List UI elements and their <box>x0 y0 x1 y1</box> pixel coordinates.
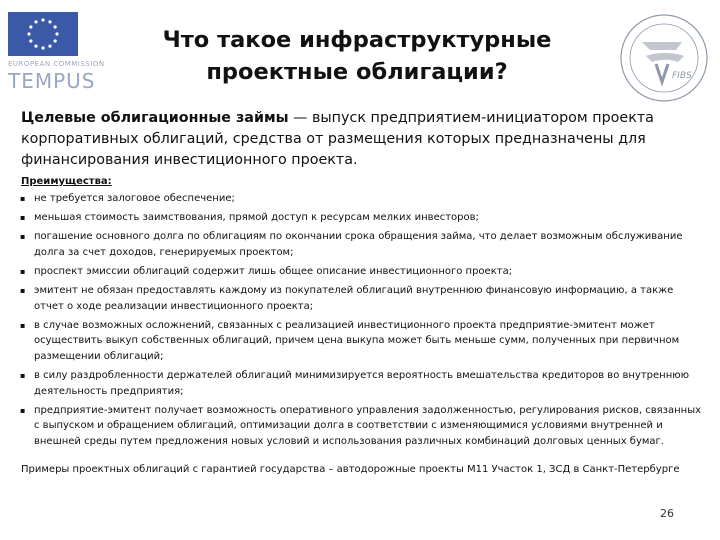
advantage-item: ▪ эмитент не обязан предоставлять каждому из покупателей облигаций внутреннюю финансовую информацию, а также отчет о ходе реализации инвестиционного проекта; <box>19 283 704 314</box>
advantage-item: ▪ проспект эмиссии облигаций содержит лишь общее описание инвестиционного проекта; <box>19 264 704 280</box>
eu-star-icon <box>34 20 37 23</box>
eu-star-icon <box>48 20 51 23</box>
advantage-item: ▪ меньшая стоимость заимствования, прямой доступ к ресурсам мелких инвесторов; <box>19 210 704 226</box>
advantage-item: ▪ погашение основного долга по облигациям по окончании срока обращения займа, что делает возможным обслуживание долга за счет доходов, генерируемых проектом; <box>19 229 704 260</box>
eu-star-icon <box>54 39 57 42</box>
lead-paragraph <box>21 108 700 171</box>
eu-star-icon <box>34 45 37 48</box>
tempus-logo <box>8 12 105 107</box>
eu-star-icon <box>48 45 51 48</box>
eu-star-icon <box>41 18 44 21</box>
lead-term: Целевые облигационные займы <box>21 110 289 126</box>
advantages-heading: Преимущества: <box>21 176 112 187</box>
tempus-wordmark: TEMPUS <box>8 69 96 93</box>
advantages-list <box>19 191 704 453</box>
page-title: Что такое инфраструктурные проектные облигации? <box>162 27 552 85</box>
eu-star-icon <box>29 25 32 28</box>
university-seal-logo <box>616 12 712 104</box>
tempus-caption: EUROPEAN COMMISSION <box>8 60 105 68</box>
eu-star-icon <box>27 32 30 35</box>
page-number: 26 <box>660 507 674 520</box>
eu-flag-icon <box>8 12 78 56</box>
seal-icon <box>616 12 712 104</box>
advantage-item: ▪ в силу раздробленности держателей облигаций минимизируется вероятность вмешательства кредиторов во внутреннюю деятельность предприятия; <box>19 368 704 399</box>
lead-definition: — выпуск предприятием-инициатором проекта корпоративных облигаций, средства от размещения которых предназначены для финансирования инвестиционного проекта. <box>21 110 654 168</box>
advantage-item: ▪ в случае возможных осложнений, связанных с реализацией инвестиционного проекта предприятие-эмитент может осуществить выкуп собственных облигаций, причем цена выкупа может быть меньше сумм, полученных при первичном размещении облигаций; <box>19 318 704 365</box>
eu-star-icon <box>54 25 57 28</box>
eu-star-icon <box>41 46 44 49</box>
advantage-item: ▪ предприятие-эмитент получает возможность оперативного управления задолженностью, регулирования рисков, связанных с выпуском и обращением облигаций, оптимизации долга в соответствии с изменяющимися условиями внутренней и внешней среды путем предложения новых условий и использования различных комбинаций долговых ценных бумаг. <box>19 403 704 450</box>
eu-star-icon <box>29 39 32 42</box>
advantage-item: ▪ не требуется залоговое обеспечение; <box>19 191 704 207</box>
eu-star-icon <box>55 32 58 35</box>
examples-text: Примеры проектных облигаций с гарантией государства – автодорожные проекты М11 Участок 1, ЗСД в Санкт-Петербурге <box>21 464 680 475</box>
seal-text: FIBS <box>672 71 692 81</box>
